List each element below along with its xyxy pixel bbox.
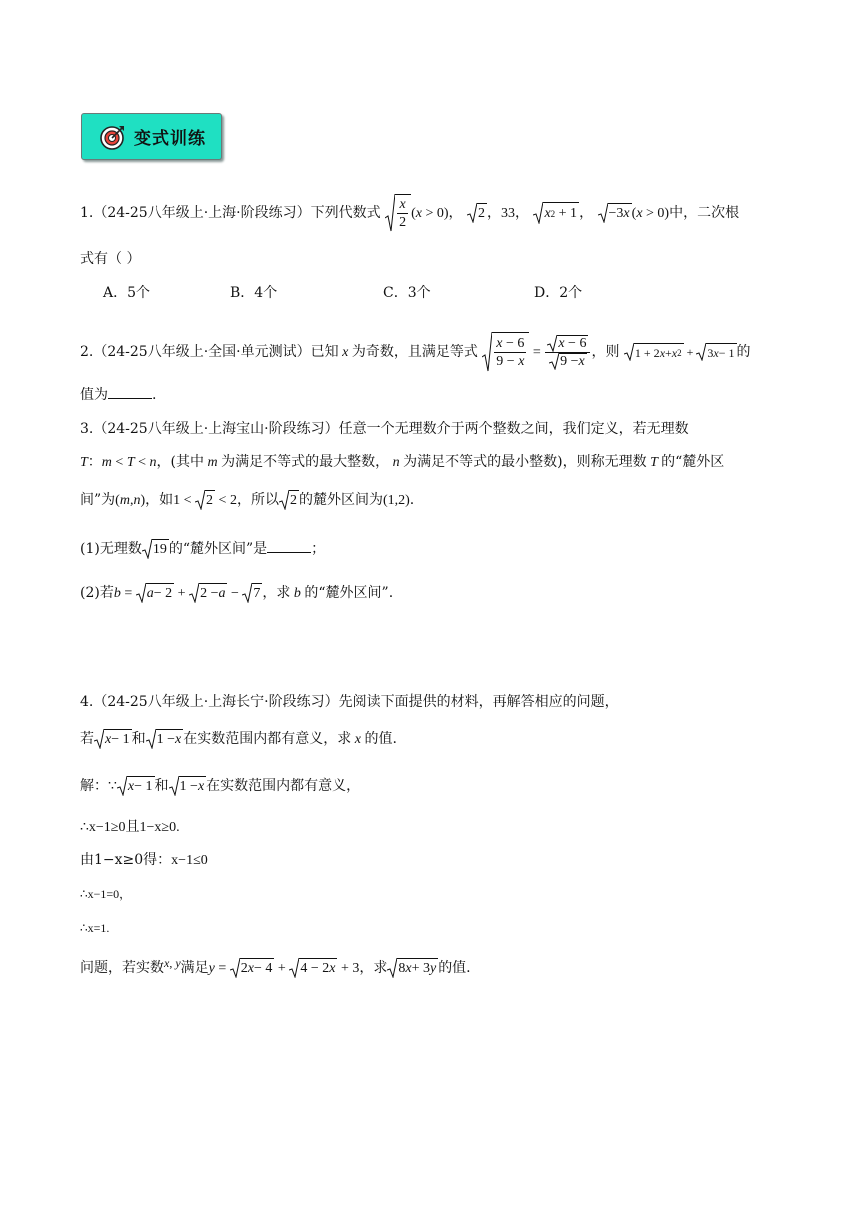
q1-line1: 1.（24-25八年级上·上海·阶段练习）下列代数式 $\frac{x}{2}$ (x > 0)， 2 ，33， x 2 + 1 ， −3 x (x > 0)中，二次根 [80,194,739,232]
q2-source: （24-25八年级上·全国·单元测试） [93,344,311,360]
q2-number: 2. [80,344,94,360]
section-badge [81,113,222,160]
q2-line1: 2.（24-25八年级上·全国·单元测试）已知 x 为奇数，且满足等式 $\frac{x - 6}{9 - x}$ = x − 6 9 − x ，则 1 + 2 x + x 2 + 3 x − 1 的 [80,332,751,372]
q4-step2: 由1−x≥0得：x−1≤0 [80,852,208,868]
q1-option-b: B．4个 [230,285,278,301]
q1-value-33: 33 [500,206,515,221]
math-sqrt-neg3x: −3 x [598,203,632,223]
q3-source: （24-25八年级上·上海宝山·阶段练习） [93,421,339,437]
q3-sub2: (2)若b = a − 2 + 2 − a − 7 ，求 b 的“麓外区间”. [80,585,394,601]
q1-option-a: A．5个 [103,285,151,301]
math-sqrt-x-over-2: $\frac{x}{2}$ [385,194,411,232]
q1-option-c: C．3个 [383,285,431,301]
math-sqrt-fraction: $\frac{x - 6}{9 - x}$ [482,332,529,372]
q3-line2: T：m < T < n，(其中 m 为满足不等式的最大整数， n 为满足不等式的最小整数)，则称无理数 T 的“麓外区 [80,454,725,470]
math-sqrt-1-2x-x2: 1 + 2 x + x 2 [624,343,684,361]
q4-solution-line: 解：∵ x − 1 和 1 − x 在实数范围内都有意义， [80,778,361,794]
q4-source: （24-25八年级上·上海长宁·阶段练习） [93,694,339,710]
q2-line2: 值为 . [80,384,156,405]
math-fraction-of-roots: x − 6 9 − x [545,334,590,370]
q4-step3: ∴x−1=0， [80,887,132,901]
answer-blank[interactable] [108,384,152,399]
q4-step1: ∴x−1≥0且1−x≥0. [80,820,180,835]
q4-line1: 4.（24-25八年级上·上海长宁·阶段练习）先阅读下面提供的材料，再解答相应的问题， [80,694,619,710]
section-title: 变式训练 [134,129,206,149]
q4-line2: 若 x − 1 和 1 − x 在实数范围内都有意义，求 x 的值. [80,731,397,747]
q4-number: 4. [80,694,94,710]
q3-line1: 3.（24-25八年级上·上海宝山·阶段练习）任意一个无理数介于两个整数之间，我们定义，若无理数 [80,421,689,437]
answer-blank[interactable] [267,538,311,553]
q4-problem: 问题，若实数x, y满足y = 2 x − 4 + 4 − 2 x + 3，求 8 x + 3 y 的值. [80,956,471,976]
q1-source: （24-25八年级上·上海·阶段练习） [93,205,311,221]
q3-sub1: (1)无理数 19 的“麓外区间”是 ； [80,538,325,559]
q1-option-d: D．2个 [534,285,583,301]
q3-line3: 间”为(m,n)，如1 < 2 < 2，所以 2 的麓外区间为(1,2). [80,492,415,508]
q1-line2: 式有（ ） [80,251,141,267]
math-sqrt-3x-minus-1: 3 x − 1 [696,343,736,361]
math-sqrt-x2-plus-1: x 2 + 1 [533,202,579,224]
q4-step4: ∴x=1. [80,921,110,935]
target-icon [100,124,126,150]
math-sqrt-2: 2 [467,203,487,223]
q3-number: 3. [80,421,94,437]
q1-number: 1. [80,205,94,221]
